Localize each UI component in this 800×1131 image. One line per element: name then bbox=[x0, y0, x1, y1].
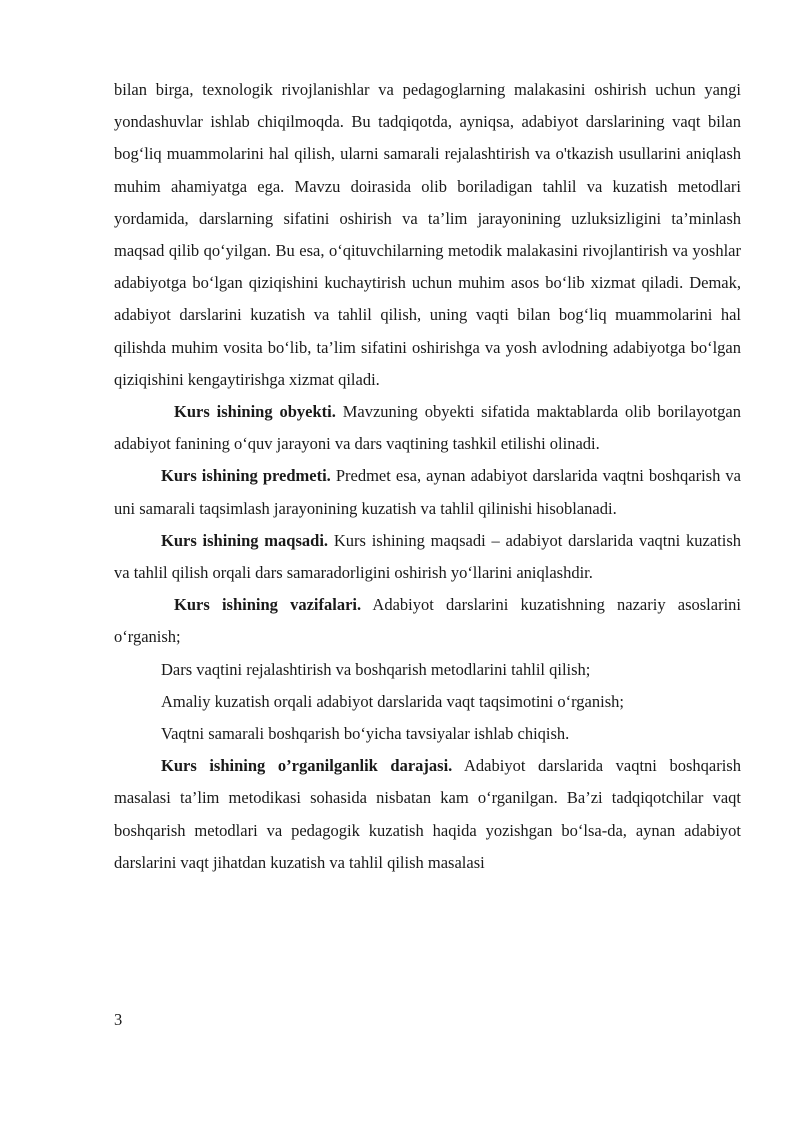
goal-heading: Kurs ishining maqsadi. bbox=[161, 530, 329, 550]
paragraph-text: Predmet esa, aynan adabiyot darslarida vaqtni boshqarish va uni samarali taqsimlash jarayonining kuzatish va tahlil qilinishi hisoblanadi. bbox=[114, 466, 741, 518]
task-item-1 bbox=[114, 654, 741, 686]
study-level-heading: Kurs ishining o’rganilganlik darajasi. bbox=[161, 756, 453, 776]
document-page bbox=[114, 74, 741, 879]
paragraph-text: Mavzuning obyekti sifatida maktablarda olib borilayotgan adabiyot fanining o‘quv jarayoni va dars vaqtining tashkil etilishi olinadi. bbox=[114, 402, 741, 454]
body-paragraph-1 bbox=[114, 74, 741, 396]
subject-heading: Kurs ishining predmeti. bbox=[161, 466, 331, 486]
object-heading: Kurs ishining obyekti. bbox=[174, 402, 336, 422]
paragraph-text: bilan birga, texnologik rivojlanishlar va pedagoglarning malakasini oshirish uchun yangi yondashuvlar ishlab chiqilmoqda. Bu tadqiqotda, ayniqsa, adabiyot darslarining vaqt bilan bog‘liq muammolarini hal qilish, ularni samarali rejalashtirish va o'tkazish usullarini aniqlash muhim ahamiyatga ega. Mavzu doirasida olib boriladigan tahlil va kuzatish metodlari yordamida, darslarning sifatini oshirish va ta’lim jarayonining uzluksizligini ta’minlash maqsad qilib qo‘yilgan. Bu esa, o‘qituvchilarning metodik malakasini rivojlantirish va yoshlar adabiyotga bo‘lgan qiziqishini kuchaytirish uchun muhim asos bo‘lib xizmat qiladi. Demak, adabiyot darslarini kuzatish va tahlil qilish, uning vaqti bilan bog‘liq muammolarini hal qilishda muhim vosita bo‘lib, ta’lim sifatini oshirishga va yosh avlodning adabiyotga bo‘lgan qiziqishini kengaytirishga xizmat qiladi. bbox=[114, 80, 741, 389]
page-number: 3 bbox=[114, 1010, 123, 1029]
paragraph-text: Vaqtni samarali boshqarish bo‘yicha tavsiyalar ishlab chiqish. bbox=[161, 724, 570, 744]
tasks-paragraph bbox=[114, 589, 741, 653]
object-paragraph bbox=[114, 396, 741, 460]
paragraph-text: Amaliy kuzatish orqali adabiyot darslarida vaqt taqsimotini o‘rganish; bbox=[161, 691, 624, 711]
paragraph-text: Adabiyot darslarini kuzatishning nazariy asoslarini o‘rganish; bbox=[114, 595, 741, 647]
tasks-heading: Kurs ishining vazifalari. bbox=[174, 595, 362, 615]
subject-paragraph bbox=[114, 460, 741, 524]
task-item-2 bbox=[114, 686, 741, 718]
paragraph-text: Adabiyot darslarida vaqtni boshqarish masalasi ta’lim metodikasi sohasida nisbatan kam o‘rganilgan. Ba’zi tadqiqotchilar vaqt boshqarish metodlari va pedagogik kuzatish haqida yozishgan bo‘lsa-da, aynan adabiyot darslarini vaqt jihatdan kuzatish va tahlil qilish masalasi bbox=[114, 756, 741, 872]
study-level-paragraph bbox=[114, 750, 741, 879]
goal-paragraph bbox=[114, 525, 741, 589]
paragraph-text: Kurs ishining maqsadi – adabiyot darslarida vaqtni kuzatish va tahlil qilish orqali dars samaradorligini oshirish yo‘llarini aniqlashdir. bbox=[114, 530, 741, 583]
paragraph-text: Dars vaqtini rejalashtirish va boshqarish metodlarini tahlil qilish; bbox=[161, 659, 591, 679]
task-item-3 bbox=[114, 718, 741, 750]
